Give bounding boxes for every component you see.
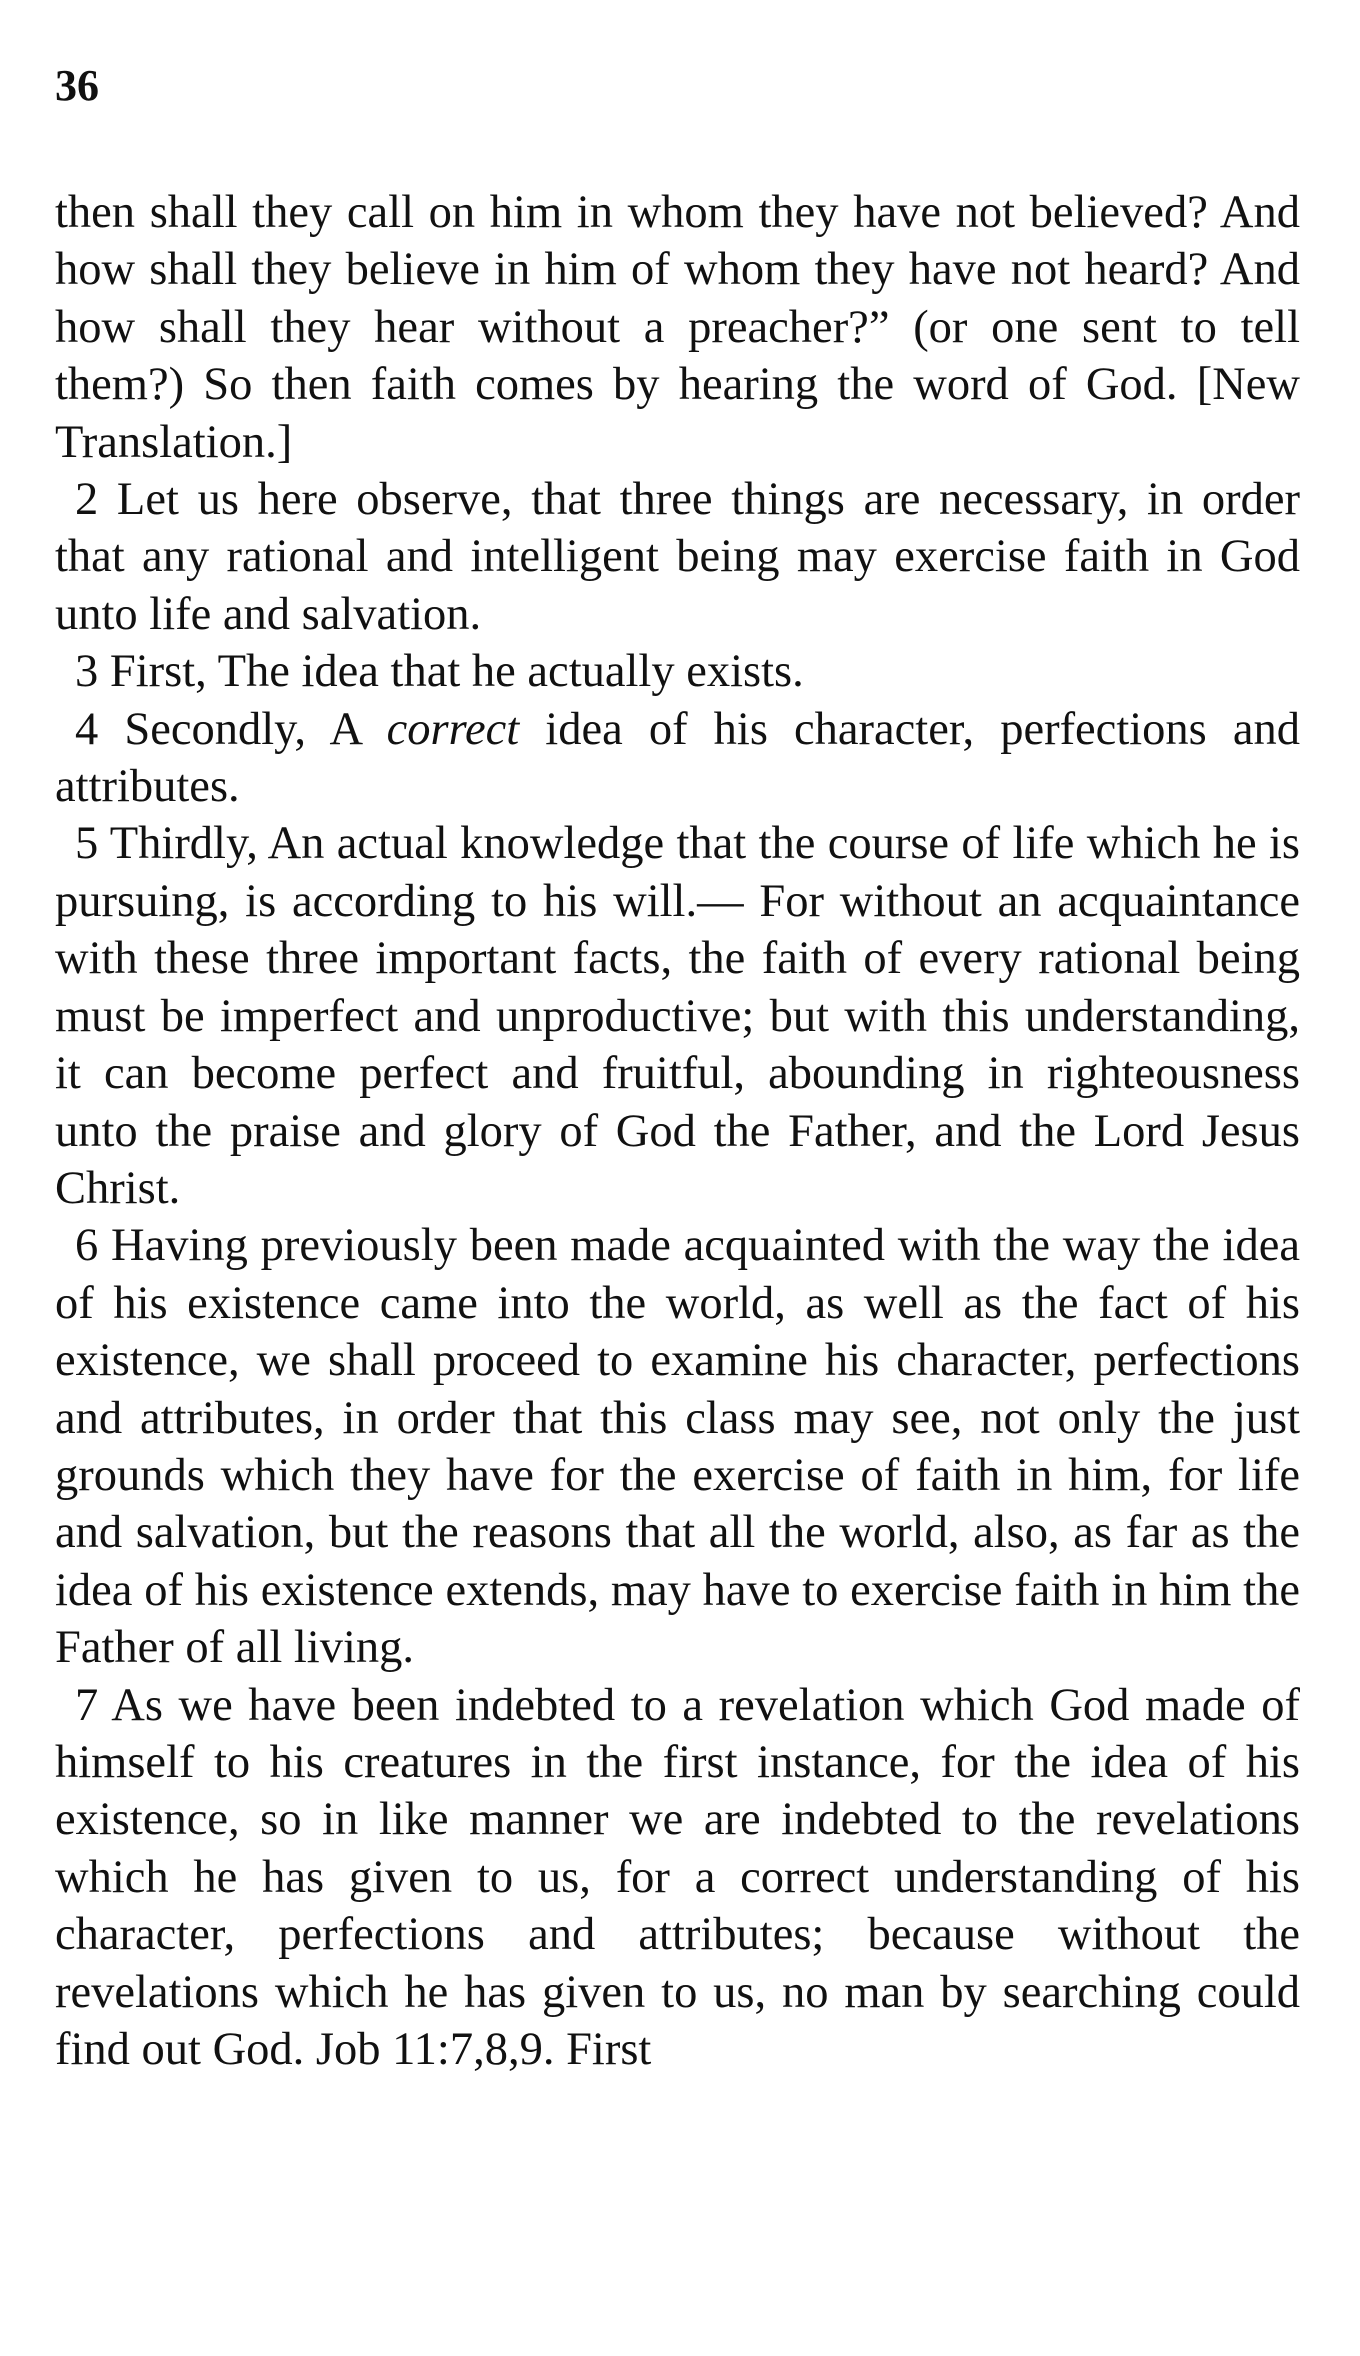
paragraph-5: 5 Thirdly, An actual knowledge that the course of life which he is pursuing, is according to his will.— For without an acquaintance with these three important facts, the faith of every rational being must be imperfect and unproductive; but with this understanding, it can become perfect and fruitful, abounding in righteousness unto the praise and glory of God the Father, and the Lord Jesus Christ.	[55, 818, 1300, 1214]
book-page	[55, 60, 1300, 2078]
paragraph-4-emphasis: correct	[386, 703, 520, 755]
page-number: 36	[55, 61, 99, 110]
paragraph-continuation: then shall they call on him in whom they have not believed? And how shall they believe in him of whom they have not heard? And how shall they hear without a preacher?” (or one sent to tell them?) So then faith comes by hearing the word of God. [New Translation.]	[55, 187, 1300, 468]
paragraph-7: 7 As we have been indebted to a revelation which God made of himself to his creatures in the first instance, for the idea of his existence, so in like manner we are indebted to the revelations which he has given to us, for a correct understanding of his character, perfections and attributes; because without the revelations which he has given to us, no man by searching could find out God. Job 11:7,8,9. First	[55, 1679, 1300, 2075]
page-body	[55, 184, 1300, 2078]
paragraph-4	[55, 701, 1300, 816]
paragraph-6: 6 Having previously been made acquainted with the way the idea of his existence came into the world, as well as the fact of his existence, we shall proceed to examine his character, perfections and attributes, in order that this class may see, not only the just grounds which they have for the exercise of faith in him, for life and salvation, but the reasons that all the world, also, as far as the idea of his existence extends, may have to exercise faith in him the Father of all living.	[55, 1220, 1300, 1674]
paragraph-2: 2 Let us here observe, that three things are necessary, in order that any rational and intelligent being may exercise faith in God unto life and salvation.	[55, 474, 1300, 640]
paragraph-4-lead: 4 Secondly, A	[75, 703, 387, 755]
paragraph-3: 3 First, The idea that he actually exists.	[75, 646, 804, 698]
paragraph-4-rest: idea of his character, perfections and attributes.	[55, 703, 1300, 813]
